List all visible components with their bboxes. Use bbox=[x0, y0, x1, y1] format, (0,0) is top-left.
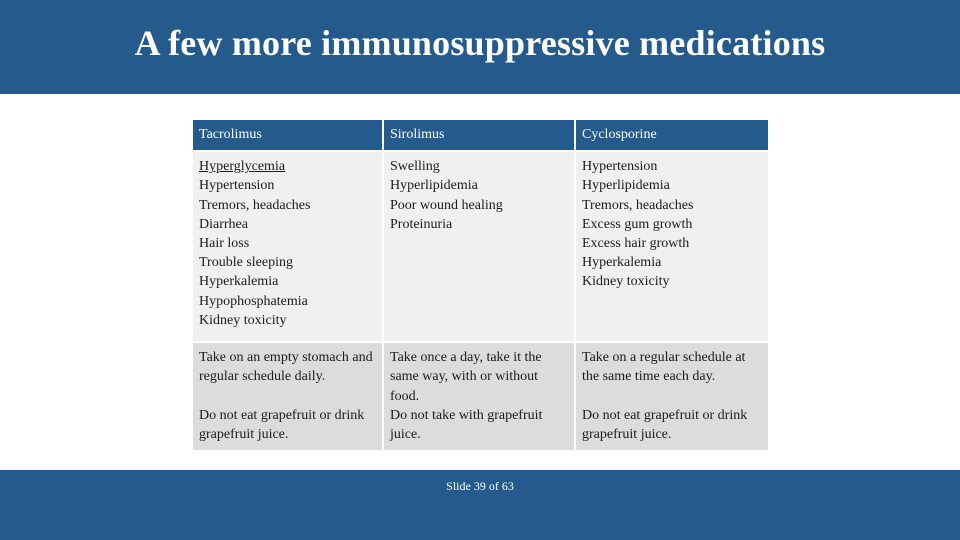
side-effect-item: Hypertension bbox=[582, 159, 658, 175]
grapefruit-warning: Do not take with grapefruit juice. bbox=[390, 407, 543, 443]
side-effect-item: Excess hair growth bbox=[582, 236, 690, 252]
tacrolimus-side-effects bbox=[193, 152, 384, 343]
side-effect-item: Poor wound healing bbox=[390, 197, 503, 213]
grapefruit-warning: Do not eat grapefruit or drink grapefruit juice. bbox=[199, 407, 365, 442]
side-effect-item: Hyperkalemia bbox=[199, 274, 279, 290]
side-effect-item: Hypertension bbox=[199, 178, 275, 194]
side-effect-item: Hyperlipidemia bbox=[582, 178, 670, 194]
slide-title: A few more immunosuppressive medications bbox=[134, 23, 826, 63]
table-header-row bbox=[193, 120, 768, 152]
side-effect-item: Kidney toxicity bbox=[199, 312, 287, 328]
slide-number: Slide 39 of 63 bbox=[446, 479, 514, 493]
grapefruit-warning: Do not eat grapefruit or drink grapefruit juice. bbox=[582, 407, 748, 442]
title-bar bbox=[0, 0, 960, 94]
side-effect-item: Excess gum growth bbox=[582, 216, 693, 232]
side-effect-item: Hyperlipidemia bbox=[390, 178, 478, 194]
cyclosporine-side-effects bbox=[576, 152, 768, 343]
dosing-instruction: Take on a regular schedule at the same time each day. bbox=[582, 350, 746, 385]
header-tacrolimus: Tacrolimus bbox=[193, 120, 384, 152]
side-effect-item: Trouble sleeping bbox=[199, 255, 293, 271]
side-effect-item: Hypophosphatemia bbox=[199, 293, 308, 309]
side-effect-item: Hair loss bbox=[199, 236, 250, 252]
cyclosporine-instructions bbox=[576, 343, 768, 452]
side-effect-item: Kidney toxicity bbox=[582, 274, 670, 290]
side-effect-item: Proteinuria bbox=[390, 216, 453, 232]
side-effect-item: Tremors, headaches bbox=[582, 197, 694, 213]
side-effects-row bbox=[193, 152, 768, 343]
instructions-row bbox=[193, 343, 768, 452]
side-effect-item: Swelling bbox=[390, 159, 440, 175]
tacrolimus-instructions bbox=[193, 343, 384, 452]
header-sirolimus: Sirolimus bbox=[384, 120, 576, 152]
side-effect-item: Hyperglycemia bbox=[199, 159, 286, 175]
side-effect-item: Diarrhea bbox=[199, 216, 248, 232]
medications-table bbox=[193, 120, 768, 452]
side-effect-item: Hyperkalemia bbox=[582, 255, 662, 271]
sirolimus-side-effects bbox=[384, 152, 576, 343]
sirolimus-instructions bbox=[384, 343, 576, 452]
side-effect-item: Tremors, headaches bbox=[199, 197, 311, 213]
dosing-instruction: Take on an empty stomach and regular schedule daily. bbox=[199, 350, 373, 385]
dosing-instruction: Take once a day, take it the same way, with or without food. bbox=[390, 350, 542, 404]
header-cyclosporine: Cyclosporine bbox=[576, 120, 768, 152]
